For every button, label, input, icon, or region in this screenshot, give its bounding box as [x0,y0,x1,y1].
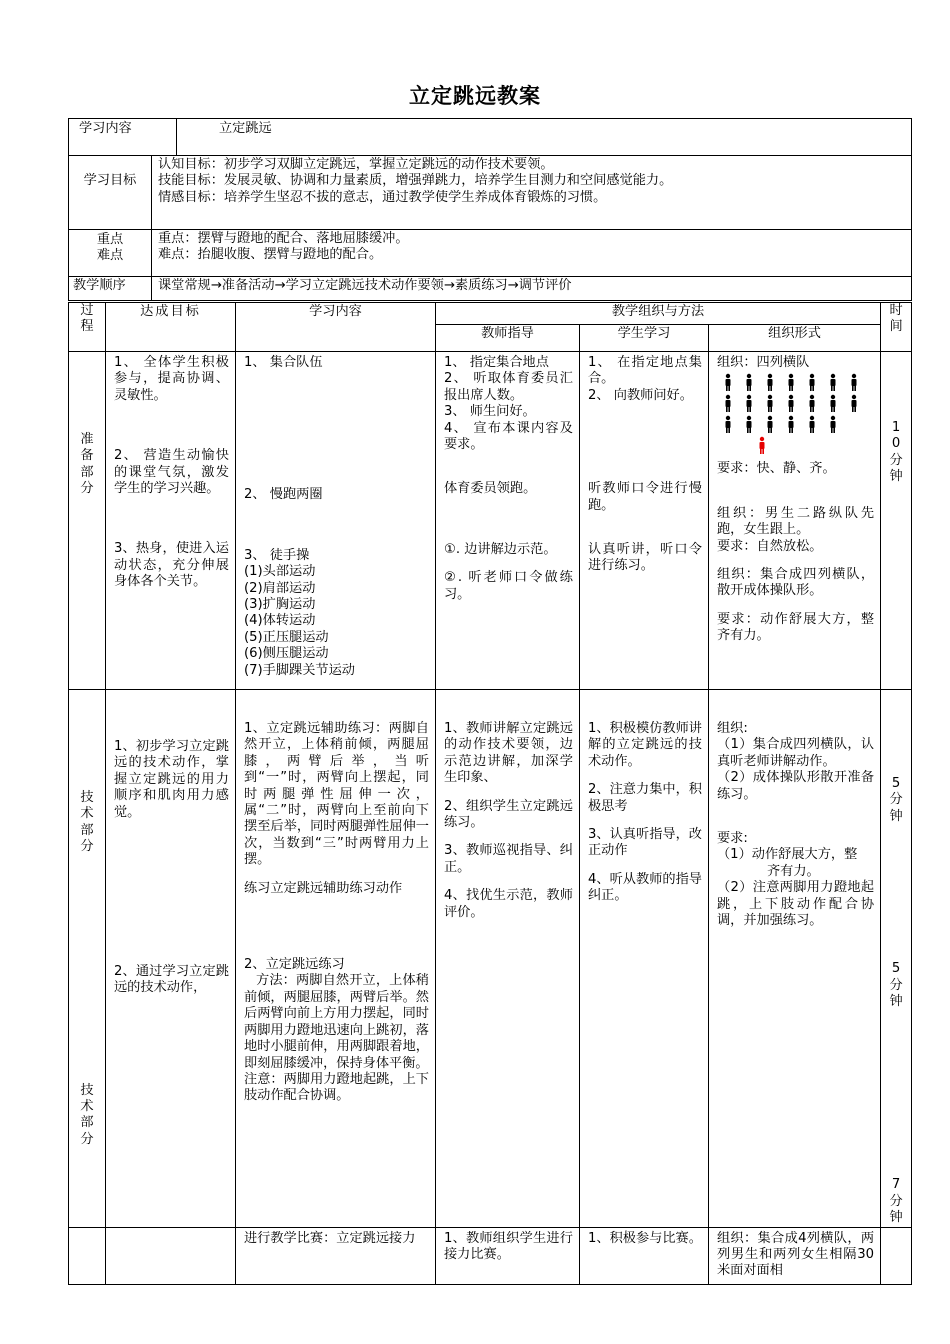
header-content: 学习内容 [236,303,436,352]
relay-form: 组织：集合成4列横队，两列男生和两列女生相隔30米面对面相 [709,1227,881,1284]
tech-content-2: 2、立定跳远练习 [244,957,345,973]
tech-form-org2: （2）成体操队形散开准备练习。 [717,770,875,802]
tech2-label-char: 术 [80,1099,94,1115]
student-figure-icon [765,373,786,393]
tech-time-char: 5 [891,961,901,977]
key-label: 重点 [96,232,124,247]
tech-label-char: 技 [80,790,94,805]
formation-row [717,394,874,415]
header-student: 学生学习 [580,325,709,352]
tech-student [580,690,709,1228]
tech2-label-char: 部 [80,1115,94,1131]
prep-teacher-run: 体育委员领跑。 [444,481,537,497]
student-figure-icon [786,373,807,393]
tech-form-req1a: （1）动作舒展大方，整 [717,847,858,863]
tech-content-2b: 方法：两脚自然开立，上体稍前倾，两腿屈膝，两臂后举。然后两臂向前上方用力摆起，同时两脚用力蹬地迅速向上跳初，落地时小腿前伸，用两脚跟着地，即刻屈膝缓冲，保持身体平衡。 [244,973,429,1071]
tech2-label-char: 技 [80,1082,94,1098]
student-figure-icon [723,373,744,393]
header-teacher: 教师指导 [436,325,580,352]
tech-content-1b: 练习立定跳远辅助练习动作 [244,880,403,896]
student-figure-icon [723,415,744,435]
tech-time-char: 钟 [889,808,903,824]
tech-form-req2: （2）注意两脚用力蹬地起跳，上下肢动作配合协调，并加强练习。 [717,880,875,929]
exercise-item: (2)肩部运动 [244,580,316,596]
tech-time-char: 5 [891,776,901,791]
prep-label [69,352,106,690]
tech-label [69,690,106,1228]
exercise-item: (4)体转运动 [244,613,316,629]
difficulty-label: 难点 [96,248,124,264]
header-process-char: 程 [80,319,94,334]
tech-label-char: 分 [80,839,94,855]
tech-content [236,690,436,1228]
prep-content-assemble: 1、 集合队伍 [244,355,323,370]
tech-row [69,690,912,1228]
prep-row [69,352,912,690]
student-figure-icon [744,373,765,393]
tech-time-char: 分 [889,1193,903,1209]
relay-student: 1、积极参与比赛。 [580,1227,709,1284]
goal-cognitive: 认知目标：初步学习双脚立定跳远，掌握立定跳远的动作技术要领。 [158,157,554,172]
exercise-item: (3)扩胸运动 [244,597,316,613]
student-figure-icon [723,394,744,414]
tech-goal-1: 1、初步学习立定跳远的技术动作，掌握立定跳远的用力顺序和肌肉用力感觉。 [114,739,229,820]
student-figure-icon [807,394,828,414]
header-time [881,303,912,352]
keypoints-label [69,230,152,277]
relay-content: 进行教学比赛：立定跳远接力 [236,1227,436,1284]
student-figure-icon [828,394,849,414]
formation-diagram [717,373,874,457]
tech-student-item: 3、认真听指导，改正动作 [588,827,702,859]
tech-form [709,690,881,1228]
student-figure-icon [786,394,807,414]
info-table [68,118,912,156]
prep-student-practice: 认真听讲，听口令进行练习。 [588,542,702,574]
lesson-table [68,302,912,1285]
prep-time-char: 分 [889,452,903,468]
student-figure-icon [807,415,828,435]
tech-teacher [436,690,580,1228]
exercise-item: (5)正压腿运动 [244,629,329,645]
tech-time-char: 7 [891,1177,901,1193]
header-process [69,303,106,352]
goals-row [69,156,912,230]
tech-student-item: 1、积极模仿教师讲解的立定跳远的技术动作。 [588,721,702,769]
tech-teacher-item: 2、组织学生立定跳远练习。 [444,798,573,831]
goals-table [68,155,912,301]
tech-time-char: 钟 [889,994,903,1010]
keypoints-list [152,230,912,277]
prep-teacher-item: 1、 指定集合地点 [444,355,549,370]
tech-label-char: 术 [80,806,94,822]
prep-student [580,352,709,690]
student-figure-icon [786,415,807,435]
content-value: 立定跳远 [177,119,912,156]
exercise-item: (6)侧压腿运动 [244,646,329,662]
student-figure-icon [828,415,849,435]
tech-teacher-item: 1、教师讲解立定跳远的动作技术要领，边示范边讲解，加深学生印象、 [444,721,573,786]
student-figure-icon [765,394,786,414]
prep-time [881,352,912,690]
exercise-item: (1)头部运动 [244,564,316,580]
prep-time-char: 0 [891,436,901,452]
prep-goal-3: 3、热身，使进入运动状态，充分伸展身体各个关节。 [114,541,229,590]
header-process-char: 过 [80,303,94,318]
prep-teacher-item: 4、 宣布本课内容及要求。 [444,420,573,453]
header-time-char: 间 [889,319,903,334]
relay-goal [106,1227,236,1284]
prep-time-char: 钟 [889,469,903,485]
prep-label-char: 准 [80,432,94,447]
student-figure-icon [828,373,849,393]
prep-label-char: 备 [80,448,94,464]
prep-label-char: 部 [80,464,94,480]
order-label: 教学顺序 [69,277,152,301]
goal-emotion: 情感目标：培养学生坚忍不拔的意志，通过教学使学生养成体育锻炼的习惯。 [158,189,607,205]
prep-form-req1: 要求：快、静、齐。 [717,461,836,477]
prep-form-req3: 要求：动作舒展大方，整齐有力。 [717,611,875,644]
student-figure-icon [744,415,765,435]
header-row [69,303,912,325]
key-point: 重点：摆臂与蹬地的配合、落地屈膝缓冲。 [158,231,409,246]
prep-teacher-item: 2、 听取体育委员汇报出席人数。 [444,371,573,403]
formation-row [717,415,874,436]
difficulty-point: 难点：抬腿收腹、摆臂与蹬地的配合。 [158,247,383,263]
prep-student-item: 1、 在指定地点集合。 [588,355,702,387]
tech2-label-char: 分 [80,1131,94,1147]
page-title: 立定跳远教案 [409,84,541,108]
formation-row [717,436,874,457]
student-figure-icon [765,415,786,435]
student-figure-icon [744,394,765,414]
prep-teacher-demo2: ②. 听老师口令做练习。 [444,570,573,602]
teacher-figure-icon [757,436,778,456]
exercise-item: (7)手脚踝关节运动 [244,662,355,678]
relay-time [881,1227,912,1284]
tech-teacher-item: 4、找优生示范，教师评价。 [444,888,573,920]
keypoints-row [69,230,912,277]
goal-skill: 技能目标：发展灵敏、协调和力量素质，增强弹跳力，培养学生目测力和空间感觉能力。 [158,173,673,189]
prep-time-char: 1 [891,420,901,435]
header-goal: 达成目标 [106,303,236,352]
prep-goal-2: 2、 营造生动愉快的课堂气氛，激发学生的学习兴趣。 [114,448,229,497]
prep-form [709,352,881,690]
student-figure-icon [807,373,828,393]
tech-teacher-item: 3、教师巡视指导、纠正。 [444,843,573,875]
tech-content-2c: 注意：两脚用力蹬地起跳，上下肢动作配合协调。 [244,1071,429,1104]
tech-goals [106,690,236,1228]
prep-label-char: 分 [80,481,94,497]
prep-goal-1: 1、 全体学生积极参与，提高协调、灵敏性。 [114,355,229,403]
tech-student-item: 2、注意力集中，积极思考 [588,782,702,814]
prep-teacher [436,352,580,690]
tech-form-req1b: 齐有力。 [767,863,820,879]
formation-row [717,373,874,394]
header-time-char: 时 [889,303,903,318]
tech-form-org: 组织: [717,721,748,736]
prep-goals [106,352,236,690]
tech-label-char: 部 [80,822,94,838]
prep-content-jog: 2、 慢跑两圈 [244,487,323,503]
tech-time-char: 钟 [889,1210,903,1226]
tech-student-item: 4、听从教师的指导纠正。 [588,871,702,904]
tech-content-1: 1、立定跳远辅助练习：两脚自然开立，上体稍前倾，两腿屈膝，两臂后举，当听到“一”时，两臂向上摆起，同时两腿弹性屈伸一次，属“二”时，两臂向上至前向下摆至后举，同时两腿弹性屈伸一次，当数到“三”时两臂用力上摆。 [244,721,429,868]
order-value: 课堂常规→准备活动→学习立定跳远技术动作要领→素质练习→调节评价 [152,277,912,301]
prep-content-exercise: 3、 徒手操 [244,547,310,563]
header-method: 教学组织与方法 [436,303,881,325]
prep-form-org2: 组织：男生二路纵队先跑，女生跟上。 [717,505,875,538]
tech-time [881,690,912,1228]
content-row [69,119,912,156]
prep-form-org3: 组织：集合成四列横队，散开成体操队形。 [717,567,875,599]
prep-teacher-demo1: ①. 边讲解边示范。 [444,541,557,557]
student-figure-icon [849,373,870,393]
prep-form-req2: 要求：自然放松。 [717,538,823,554]
relay-teacher: 1、教师组织学生进行接力比赛。 [436,1227,580,1284]
prep-content [236,352,436,690]
goals-label: 学习目标 [69,156,152,230]
tech-time-char: 分 [889,792,903,808]
tech-form-org1: （1）集合成四列横队，认真听老师讲解动作。 [717,737,875,769]
prep-teacher-item: 3、 师生问好。 [444,404,536,420]
goals-list [152,156,912,230]
prep-student-run: 听教师口令进行慢跑。 [588,481,702,513]
relay-process [69,1227,106,1284]
tech-form-req: 要求: [717,831,748,847]
content-label: 学习内容 [69,119,177,156]
prep-form-org1: 组织：四列横队 [717,355,810,370]
student-figure-icon [849,394,870,414]
relay-row [69,1227,912,1284]
header-form: 组织形式 [709,325,881,352]
tech-goal-2: 2、通过学习立定跳远的技术动作， [114,964,229,996]
prep-student-item: 2、 向教师问好。 [588,387,693,403]
tech-time-char: 分 [889,977,903,993]
order-row [69,277,912,301]
